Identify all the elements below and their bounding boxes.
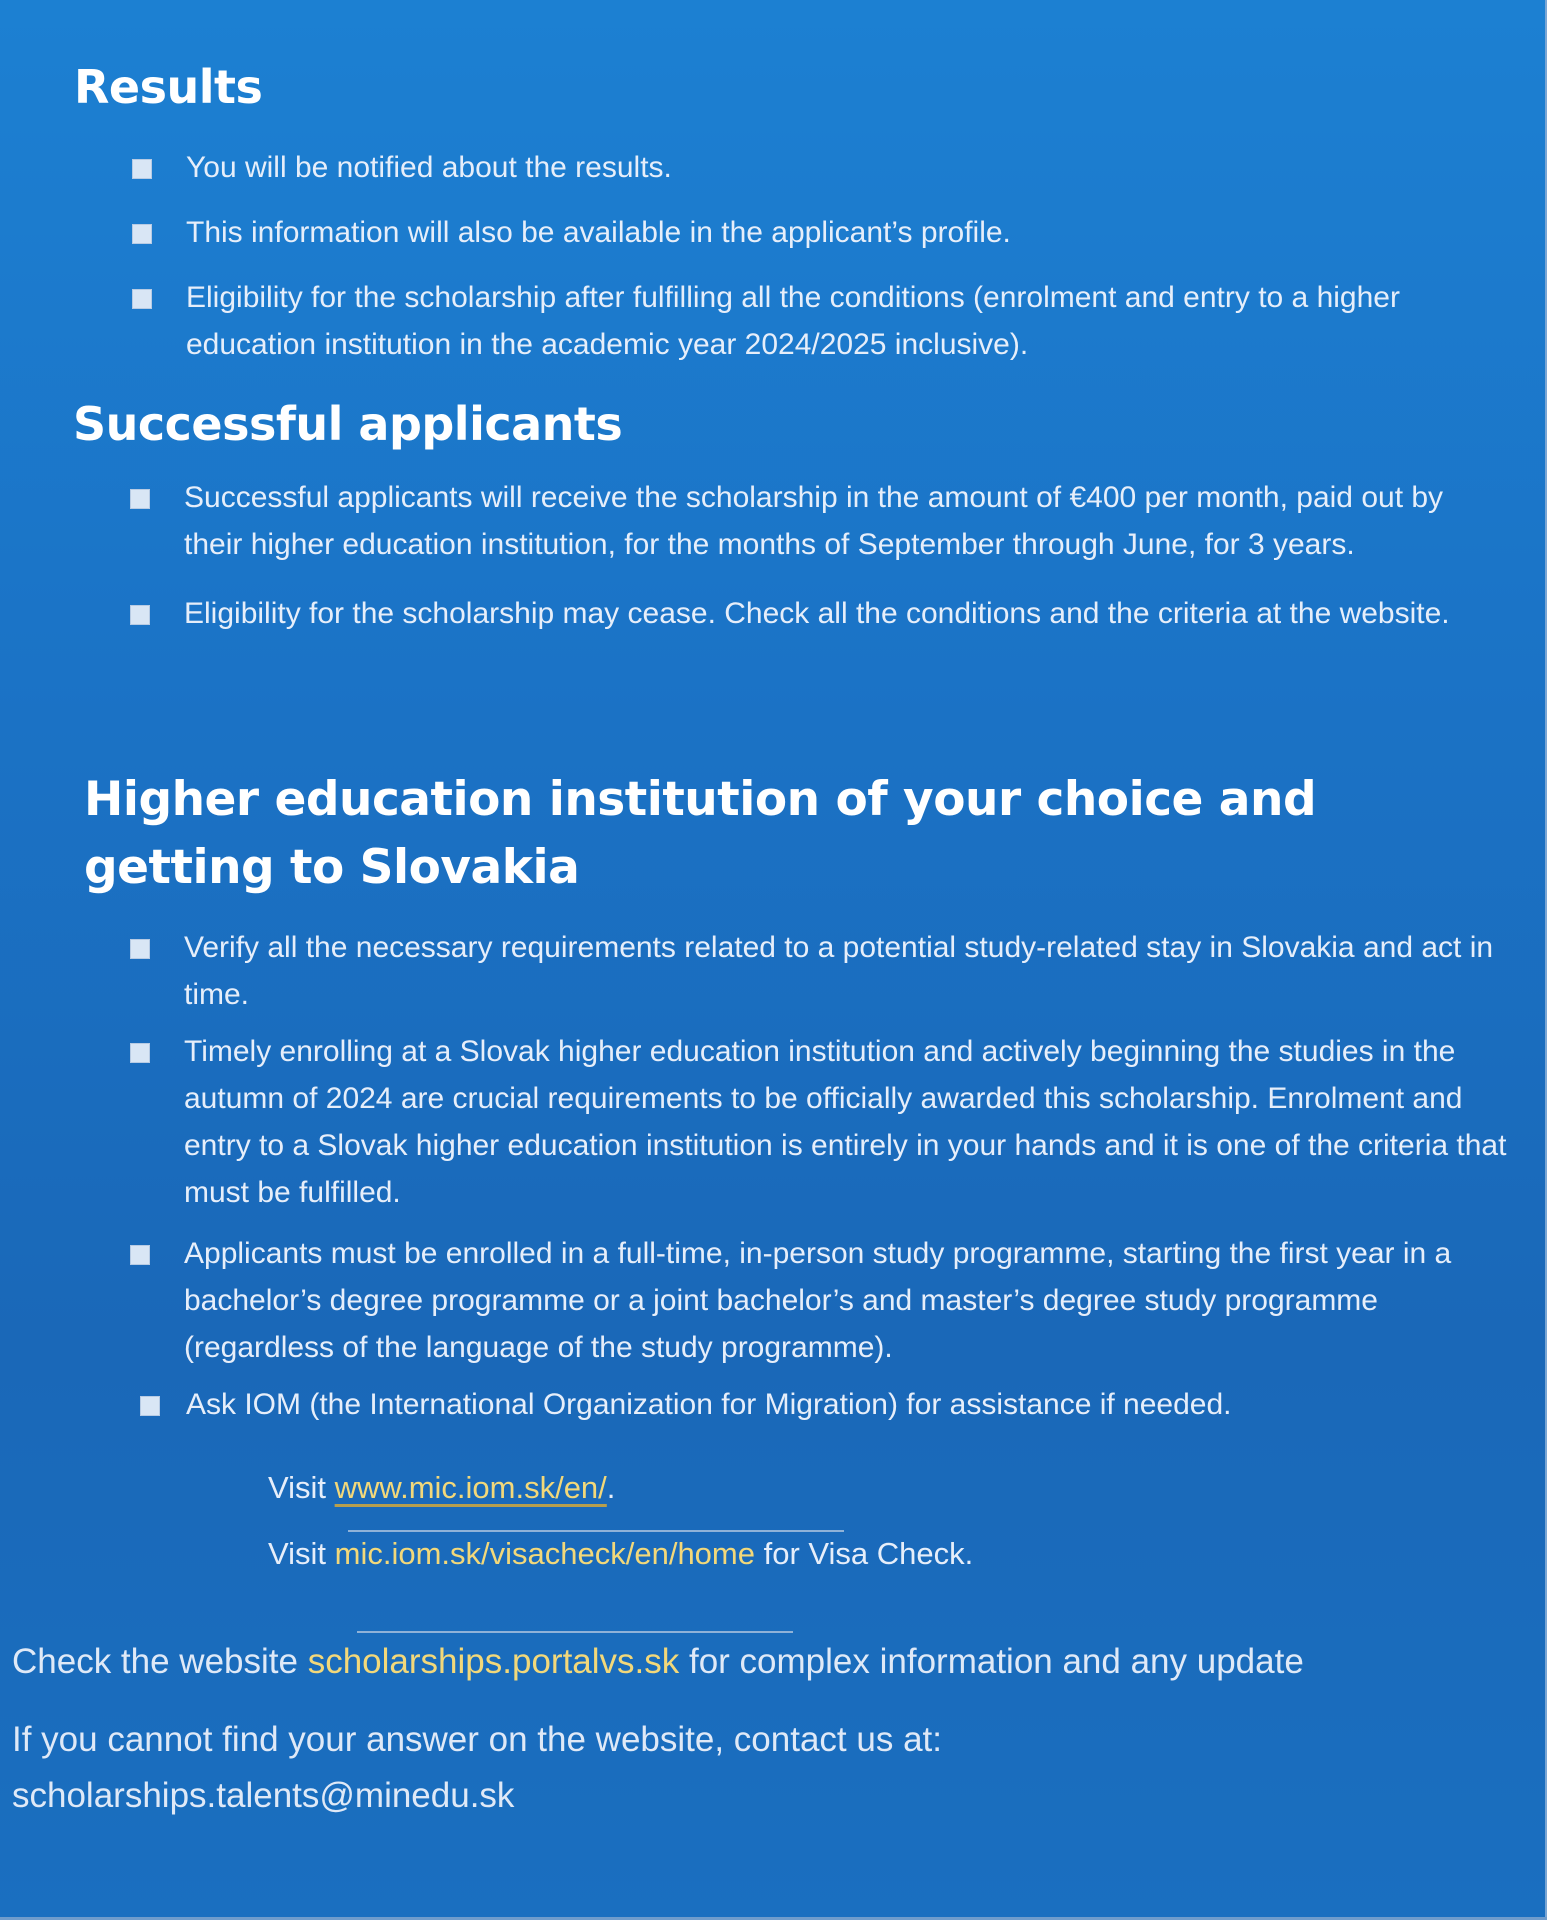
visit-prefix: Visit (268, 1470, 335, 1505)
list-item-text: Ask IOM (the International Organization for Migration) for assistance if needed. (186, 1388, 1232, 1421)
results-list (132, 144, 1462, 368)
visit-prefix: Visit (268, 1536, 335, 1571)
check-website-line (12, 1634, 1304, 1690)
list-item (132, 274, 1516, 368)
visit-iom-line (268, 1466, 615, 1510)
list-item-text: Eligibility for the scholarship after fulfilling all the conditions (enrolment and entry to a higher education institution in the academic year 2024/2025 inclusive). (186, 281, 1400, 361)
list-item-text: You will be notified about the results. (186, 151, 672, 184)
square-bullet-icon (132, 289, 152, 309)
list-item (130, 590, 1504, 637)
visit-suffix: . (606, 1470, 616, 1505)
square-bullet-icon (140, 1396, 160, 1416)
visa-check-link[interactable]: mic.iom.sk/visacheck/en/home (334, 1536, 755, 1571)
check-suffix: for complex information and any update (679, 1642, 1304, 1681)
list-item (130, 924, 1520, 1018)
list-item (130, 1230, 1524, 1371)
list-item (140, 1381, 1520, 1428)
list-item (130, 474, 1444, 568)
results-heading: Results (74, 60, 263, 114)
list-item (130, 1028, 1524, 1216)
visit-suffix: for Visa Check. (755, 1536, 974, 1571)
divider (357, 1631, 793, 1633)
check-prefix: Check the website (12, 1642, 308, 1681)
visit-visacheck-line (268, 1532, 973, 1576)
square-bullet-icon (130, 489, 150, 509)
institution-heading: Higher education institution of your choice and getting to Slovakia (84, 772, 1317, 895)
portal-website-link[interactable]: scholarships.portalvs.sk (307, 1642, 680, 1681)
list-item-text: Successful applicants will receive the scholarship in the amount of €400 per month, paid out by their higher education institution, for the months of September through June, for 3 years. (184, 481, 1444, 561)
list-item-text: This information will also be available in the applicant’s profile. (186, 216, 1011, 249)
square-bullet-icon (130, 605, 150, 625)
successful-applicants-heading: Successful applicants (73, 397, 623, 451)
list-item-text: Eligibility for the scholarship may cease. Check all the conditions and the criteria at the website. (184, 597, 1450, 630)
square-bullet-icon (132, 224, 152, 244)
list-item-text: Applicants must be enrolled in a full-time, in-person study programme, starting the first year in a bachelor’s degree programme or a joint bachelor’s and master’s degree study programme (regardless of the language of the study programme). (184, 1237, 1452, 1364)
list-item (132, 144, 1462, 191)
list-item (132, 209, 1462, 256)
square-bullet-icon (132, 159, 152, 179)
square-bullet-icon (130, 1245, 150, 1265)
square-bullet-icon (130, 1043, 150, 1063)
iom-website-link[interactable]: www.mic.iom.sk/en/ (334, 1470, 607, 1505)
square-bullet-icon (130, 939, 150, 959)
list-item-text: Timely enrolling at a Slovak higher education institution and actively beginning the studies in the autumn of 2024 are crucial requirements to be officially awarded this scholarship. Enrolment and entry to a Slovak higher education institution is entirely in your hands and it is one of the criteria that must be fulfilled. (184, 1035, 1507, 1209)
institution-list (130, 924, 1520, 1428)
contact-email-link[interactable]: scholarships.talents@minedu.sk (12, 1776, 515, 1815)
list-item-text: Verify all the necessary requirements related to a potential study-related stay in Slovakia and act in time. (184, 931, 1494, 1011)
contact-line: If you cannot find your answer on the website, contact us at: (12, 1720, 942, 1759)
successful-applicants-list (130, 474, 1450, 637)
